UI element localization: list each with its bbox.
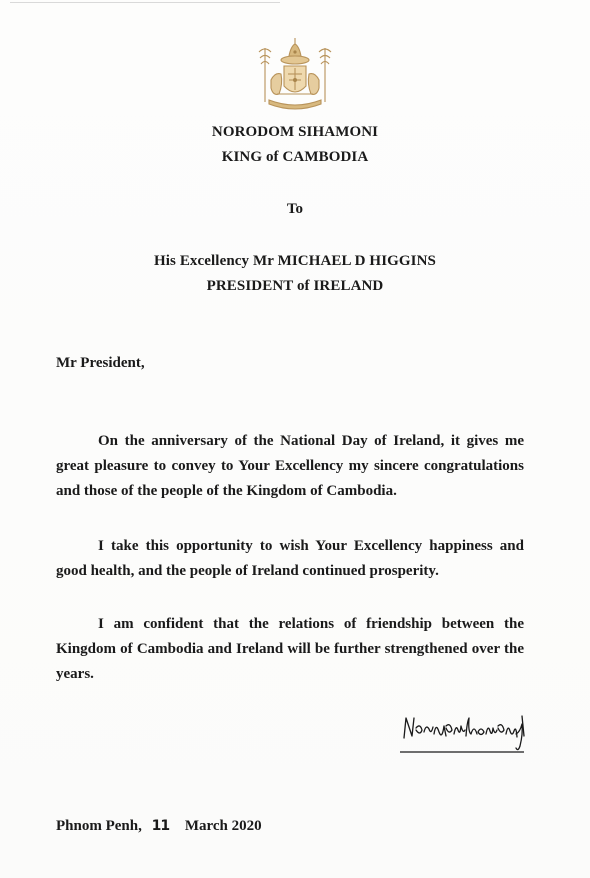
royal-signature [398, 712, 528, 756]
body-paragraph-1: On the anniversary of the National Day of Ireland, it gives me great pleasure to convey to Your Excellency my sincere congratulations and those of the people of the Kingdom of Cambodia. [56, 433, 524, 499]
sender-name: NORODOM SIHAMONI [211, 124, 379, 140]
month-year: March 2020 [184, 818, 262, 834]
scan-edge-line [10, 2, 280, 3]
date-line [56, 818, 262, 835]
recipient-title: PRESIDENT of IRELAND [206, 278, 384, 294]
recipient-name: His Excellency Mr MICHAEL D HIGGINS [154, 253, 436, 269]
handwritten-day: 11 [151, 818, 170, 834]
to-label: To [286, 201, 304, 217]
body-paragraph-3: I am confident that the relations of friendship between the Kingdom of Cambodia and Ireland will be further strengthened over the years. [56, 616, 524, 682]
salutation: Mr President, [56, 355, 145, 371]
body-paragraph-2: I take this opportunity to wish Your Excellency happiness and good health, and the people of Ireland continued prosperity. [56, 538, 524, 579]
royal-crest-emblem [255, 36, 335, 114]
sender-title: KING of CAMBODIA [221, 149, 369, 165]
place: Phnom Penh, [56, 818, 142, 834]
